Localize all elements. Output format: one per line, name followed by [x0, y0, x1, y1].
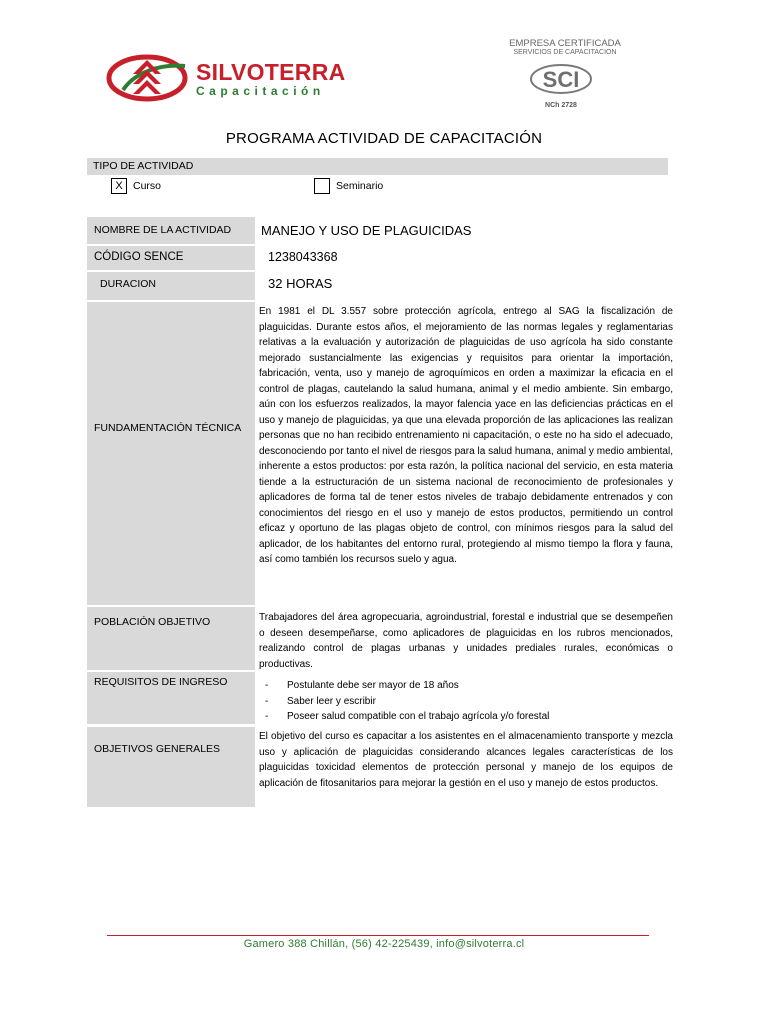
brand-tagline: Capacitación: [196, 84, 325, 98]
objetivos-label: OBJETIVOS GENERALES: [94, 743, 221, 755]
fundamentacion-label-cell: [87, 302, 255, 605]
cert-line-1: EMPRESA CERTIFICADA: [509, 38, 621, 49]
brand-name: SILVOTERRA: [196, 59, 346, 85]
objetivos-label-cell: [87, 727, 255, 807]
page-title: PROGRAMA ACTIVIDAD DE CAPACITACIÓN: [225, 130, 543, 147]
nombre-label: NOMBRE DE LA ACTIVIDAD: [94, 224, 232, 236]
fundamentacion-text: En 1981 el DL 3.557 sobre protección agrícola, entrego al SAG la fiscalización de plaguicidas. Durante estos años, el mejoramiento de las normas legales y reglamentarias relativas a la evaluación y autorización de plaguicidas de uso agrícola ha sido constante mejorado sustancialmente las exigencias y requisitos para orientar la importación, fabricación, venta, uso y manejo de agroquímicos en orden a maximizar la eficacia en el control de plagas, cautelando la salud humana, animal y el medio ambiente. Sin embargo, aún con los esfuerzos realizados, la mayor falencia yace en las deficiencias prácticas en el uso y manejo de plaguicidas, ya que una elevada proporción de las aplicaciones las realizan personas que no han recibido entrenamiento ni capacitación, o este no ha sido el adecuado, desconociendo por tanto el nivel de riesgos para la salud humana, animal y medio ambiental, inherente a estos productos: por esta razón, la política nacional del servicio, en esta materia tiende a la estructuración de un sistema nacional de reconocimiento de profesionales y aplicadores de forma tal de tener estos niveles de trabajo debidamente entrenados y con conocimientos del riesgo en el uso y manejo de estos productos, permitiendo un control eficaz y oportuno de las plagas objeto de control, con mínimos riesgos para la salud del aplicador, de los habitantes del entorno rural, protegiendo al mismo tiempo la flora y fauna, así como también los recursos suelo y agua.: [259, 306, 673, 565]
sci-logo-text: SCI: [542, 67, 580, 92]
cert-line-2: SERVICIOS DE CAPACITACION: [513, 49, 617, 56]
sci-certification-icon: [528, 62, 594, 110]
objetivos-text: El objetivo del curso es capacitar a los asistentes en el almacenamiento transporte y mezcla uso y aplicación de plaguicidas considerando alcances legales características de los plaguicidas toxicidad elementos de protección personal y manejo de los equipos de aplicación de fitosanitarios para mejorar la gestión en el uso y manejo de estos productos.: [259, 731, 673, 789]
requisito-text: Postulante debe ser mayor de 18 años: [287, 680, 459, 691]
requisito-text: Poseer salud compatible con el trabajo agrícola y/o forestal: [287, 711, 550, 722]
curso-label: Curso: [133, 180, 162, 192]
seminario-label: Seminario: [336, 180, 384, 192]
list-item: - Poseer salud compatible con el trabajo agrícola y/o forestal: [265, 711, 550, 722]
sci-norm-text: NCh 2728: [545, 102, 577, 109]
footer-divider: [107, 935, 649, 936]
requisitos-list: [259, 678, 673, 725]
list-item: - Saber leer y escribir: [265, 695, 376, 707]
requisitos-label: REQUISITOS DE INGRESO: [94, 676, 228, 688]
certification-block: [500, 38, 630, 56]
list-item: - Postulante debe ser mayor de 18 años: [265, 680, 459, 691]
requisitos-label-cell: [87, 672, 255, 724]
footer-contact: Gamero 388 Chillán, (56) 42-225439, info@silvoterra.cl: [243, 938, 525, 950]
nombre-value: MANEJO Y USO DE PLAGUICIDAS: [261, 223, 472, 238]
duracion-label: DURACION: [100, 278, 157, 290]
codigo-label: CÓDIGO SENCE: [94, 251, 184, 263]
fundamentacion-label: FUNDAMENTACIÓN TÉCNICA: [94, 422, 242, 434]
tipo-label: TIPO DE ACTIVIDAD: [93, 160, 194, 172]
nombre-label-cell: [87, 217, 255, 244]
poblacion-label-cell: [87, 607, 255, 670]
curso-checkbox[interactable]: X: [111, 178, 127, 194]
codigo-value: 1238043368: [268, 250, 338, 264]
poblacion-label: POBLACIÓN OBJETIVO: [94, 616, 211, 628]
codigo-label-cell: [87, 246, 255, 270]
poblacion-text: Trabajadores del área agropecuaria, agroindustrial, forestal e industrial que se desempeñen o deseen desempeñarse, como aplicadores de plaguicidas en los rubros mencionados, realizando control de plagas urbanas y unidades prediales rurales, económicas o productivas.: [259, 612, 673, 670]
duracion-label-cell: [87, 272, 255, 300]
seminario-checkbox[interactable]: [314, 178, 330, 194]
duracion-value: 32 HORAS: [268, 276, 333, 291]
requisito-text: Saber leer y escribir: [287, 695, 376, 707]
